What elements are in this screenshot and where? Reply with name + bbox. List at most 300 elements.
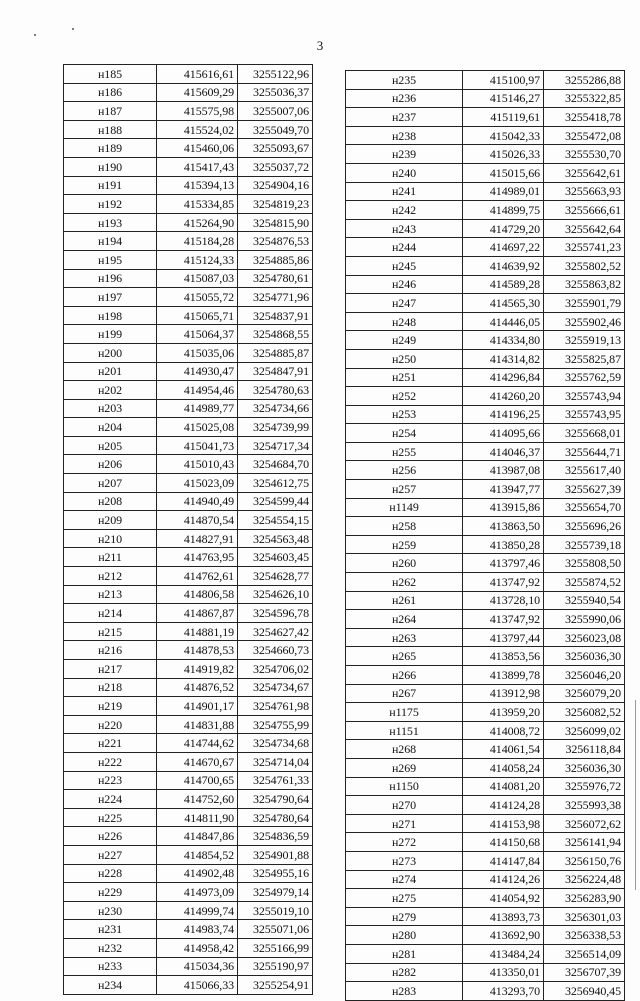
y-coordinate-cell: 3255990,06 [544,610,625,629]
point-id-cell: н254 [346,424,463,443]
x-coordinate-cell: 414697,22 [463,238,544,257]
point-id-cell: н194 [64,232,157,251]
point-id-cell: н275 [346,889,463,908]
x-coordinate-cell: 414124,26 [463,870,544,889]
point-id-cell: н268 [346,740,463,759]
y-coordinate-cell: 3256036,30 [544,758,625,777]
y-coordinate-cell: 3254626,10 [238,585,313,604]
y-coordinate-cell: 3254979,14 [238,883,313,902]
x-coordinate-cell: 414878,53 [157,641,238,660]
point-id-cell: н234 [64,976,157,995]
x-coordinate-cell: 413747,92 [463,573,544,592]
table-row [64,808,313,827]
scan-speck [34,34,36,36]
x-coordinate-cell: 414700,65 [157,771,238,790]
table-row [64,883,313,902]
y-coordinate-cell: 3254706,02 [238,660,313,679]
x-coordinate-cell: 413959,20 [463,703,544,722]
x-coordinate-cell: 414008,72 [463,721,544,740]
y-coordinate-cell: 3256082,52 [544,703,625,722]
table-row [64,920,313,939]
table-row [346,275,625,294]
point-id-cell: н233 [64,957,157,976]
x-coordinate-cell: 415575,98 [157,102,238,121]
table-row [64,845,313,864]
x-coordinate-cell: 414054,92 [463,889,544,908]
x-coordinate-cell: 415042,33 [463,126,544,145]
point-id-cell: н191 [64,176,157,195]
table-row [346,480,625,499]
point-id-cell: н269 [346,758,463,777]
y-coordinate-cell: 3254739,99 [238,418,313,437]
table-row [64,976,313,995]
table-row [346,219,625,238]
point-id-cell: н214 [64,604,157,623]
point-id-cell: н265 [346,647,463,666]
table-row [346,591,625,610]
table-row [346,610,625,629]
point-id-cell: н272 [346,833,463,852]
y-coordinate-cell: 3255668,01 [544,424,625,443]
x-coordinate-cell: 414902,48 [157,864,238,883]
table-row [64,455,313,474]
y-coordinate-cell: 3254790,64 [238,790,313,809]
x-coordinate-cell: 413797,46 [463,554,544,573]
x-coordinate-cell: 413893,73 [463,907,544,926]
x-coordinate-cell: 415417,43 [157,157,238,176]
y-coordinate-cell: 3255663,93 [544,182,625,201]
x-coordinate-cell: 414752,60 [157,790,238,809]
point-id-cell: н281 [346,944,463,963]
coordinates-table-left [63,64,313,995]
table-row [346,814,625,833]
point-id-cell: н238 [346,126,463,145]
y-coordinate-cell: 3255743,94 [544,387,625,406]
y-coordinate-cell: 3254868,55 [238,325,313,344]
point-id-cell: н236 [346,89,463,108]
table-row [64,771,313,790]
point-id-cell: н188 [64,120,157,139]
table-row [64,139,313,158]
y-coordinate-cell: 3256301,03 [544,907,625,926]
y-coordinate-cell: 3255036,37 [238,83,313,102]
table-row [346,554,625,573]
point-id-cell: н1175 [346,703,463,722]
x-coordinate-cell: 414881,19 [157,622,238,641]
y-coordinate-cell: 3254955,16 [238,864,313,883]
point-id-cell: н258 [346,517,463,536]
table-row [346,387,625,406]
y-coordinate-cell: 3254628,77 [238,567,313,586]
y-coordinate-cell: 3254836,59 [238,827,313,846]
y-coordinate-cell: 3255049,70 [238,120,313,139]
y-coordinate-cell: 3254837,91 [238,306,313,325]
table-row [346,628,625,647]
point-id-cell: н280 [346,926,463,945]
x-coordinate-cell: 414989,77 [157,399,238,418]
point-id-cell: н240 [346,163,463,182]
point-id-cell: н279 [346,907,463,926]
point-id-cell: н282 [346,963,463,982]
table-row [346,963,625,982]
point-id-cell: н270 [346,796,463,815]
table-row [346,126,625,145]
table-row [64,436,313,455]
point-id-cell: н256 [346,461,463,480]
table-row [346,535,625,554]
x-coordinate-cell: 414989,01 [463,182,544,201]
table-row [346,777,625,796]
table-row [64,790,313,809]
y-coordinate-cell: 3256036,30 [544,647,625,666]
point-id-cell: н210 [64,529,157,548]
table-row [64,492,313,511]
table-row [64,697,313,716]
table-row [64,399,313,418]
table-row [64,827,313,846]
point-id-cell: н187 [64,102,157,121]
table-row [64,864,313,883]
x-coordinate-cell: 414670,67 [157,752,238,771]
x-coordinate-cell: 414847,86 [157,827,238,846]
point-id-cell: н205 [64,436,157,455]
point-id-cell: н207 [64,474,157,493]
x-coordinate-cell: 414973,09 [157,883,238,902]
y-coordinate-cell: 3256224,48 [544,870,625,889]
point-id-cell: н193 [64,213,157,232]
y-coordinate-cell: 3254554,15 [238,511,313,530]
point-id-cell: н1151 [346,721,463,740]
point-id-cell: н213 [64,585,157,604]
x-coordinate-cell: 413692,90 [463,926,544,945]
y-coordinate-cell: 3256707,39 [544,963,625,982]
table-row [346,256,625,275]
table-row [346,405,625,424]
x-coordinate-cell: 413728,10 [463,591,544,610]
x-coordinate-cell: 415015,66 [463,163,544,182]
point-id-cell: н241 [346,182,463,201]
y-coordinate-cell: 3255902,46 [544,312,625,331]
x-coordinate-cell: 414899,75 [463,201,544,220]
x-coordinate-cell: 414954,46 [157,381,238,400]
point-id-cell: н209 [64,511,157,530]
y-coordinate-cell: 3254771,96 [238,288,313,307]
y-coordinate-cell: 3254904,16 [238,176,313,195]
table-row [64,102,313,121]
x-coordinate-cell: 413987,08 [463,461,544,480]
y-coordinate-cell: 3255666,61 [544,201,625,220]
point-id-cell: н261 [346,591,463,610]
y-coordinate-cell: 3254819,23 [238,195,313,214]
table-row [346,349,625,368]
x-coordinate-cell: 414153,98 [463,814,544,833]
table-row [346,907,625,926]
y-coordinate-cell: 3254684,70 [238,455,313,474]
table-row [346,238,625,257]
x-coordinate-cell: 414999,74 [157,901,238,920]
y-coordinate-cell: 3255093,67 [238,139,313,158]
x-coordinate-cell: 414827,91 [157,529,238,548]
table-row [64,306,313,325]
point-id-cell: н228 [64,864,157,883]
table-row [346,424,625,443]
table-row [64,418,313,437]
x-coordinate-cell: 414958,42 [157,938,238,957]
x-coordinate-cell: 414260,20 [463,387,544,406]
y-coordinate-cell: 3255863,82 [544,275,625,294]
table-row [64,548,313,567]
y-coordinate-cell: 3256046,20 [544,666,625,685]
x-coordinate-cell: 414589,28 [463,275,544,294]
point-id-cell: н202 [64,381,157,400]
table-row [346,740,625,759]
y-coordinate-cell: 3254596,78 [238,604,313,623]
y-coordinate-cell: 3254717,34 [238,436,313,455]
x-coordinate-cell: 414763,95 [157,548,238,567]
y-coordinate-cell: 3254734,68 [238,734,313,753]
x-coordinate-cell: 414744,62 [157,734,238,753]
table-row [64,65,313,84]
point-id-cell: н197 [64,288,157,307]
point-id-cell: н208 [64,492,157,511]
y-coordinate-cell: 3255037,72 [238,157,313,176]
point-id-cell: н212 [64,567,157,586]
point-id-cell: н189 [64,139,157,158]
x-coordinate-cell: 414901,17 [157,697,238,716]
y-coordinate-cell: 3255322,85 [544,89,625,108]
table-row [346,312,625,331]
point-id-cell: н250 [346,349,463,368]
y-coordinate-cell: 3254761,33 [238,771,313,790]
table-row [64,511,313,530]
point-id-cell: н204 [64,418,157,437]
y-coordinate-cell: 3254660,73 [238,641,313,660]
table-row [346,944,625,963]
y-coordinate-cell: 3254563,48 [238,529,313,548]
y-coordinate-cell: 3254780,63 [238,381,313,400]
y-coordinate-cell: 3254901,88 [238,845,313,864]
point-id-cell: н257 [346,480,463,499]
y-coordinate-cell: 3254755,99 [238,715,313,734]
x-coordinate-cell: 414196,25 [463,405,544,424]
point-id-cell: н252 [346,387,463,406]
point-id-cell: н274 [346,870,463,889]
table-row [346,517,625,536]
x-coordinate-cell: 414940,49 [157,492,238,511]
y-coordinate-cell: 3255019,10 [238,901,313,920]
point-id-cell: н185 [64,65,157,84]
point-id-cell: н200 [64,343,157,362]
y-coordinate-cell: 3254761,98 [238,697,313,716]
y-coordinate-cell: 3255739,18 [544,535,625,554]
x-coordinate-cell: 414061,54 [463,740,544,759]
y-coordinate-cell: 3254627,42 [238,622,313,641]
x-coordinate-cell: 414930,47 [157,362,238,381]
table-row [346,833,625,852]
table-row [346,982,625,1001]
y-coordinate-cell: 3254885,87 [238,343,313,362]
table-row [346,796,625,815]
x-coordinate-cell: 415064,37 [157,325,238,344]
x-coordinate-cell: 415100,97 [463,71,544,90]
table-row [64,343,313,362]
x-coordinate-cell: 413747,92 [463,610,544,629]
table-row [64,213,313,232]
table-row [64,660,313,679]
y-coordinate-cell: 3255122,96 [238,65,313,84]
x-coordinate-cell: 414806,58 [157,585,238,604]
y-coordinate-cell: 3255007,06 [238,102,313,121]
y-coordinate-cell: 3255696,26 [544,517,625,536]
point-id-cell: н253 [346,405,463,424]
table-row [64,474,313,493]
point-id-cell: н219 [64,697,157,716]
point-id-cell: н267 [346,684,463,703]
x-coordinate-cell: 414729,20 [463,219,544,238]
x-coordinate-cell: 414639,92 [463,256,544,275]
x-coordinate-cell: 415035,06 [157,343,238,362]
x-coordinate-cell: 415087,03 [157,269,238,288]
table-row [64,250,313,269]
point-id-cell: н262 [346,573,463,592]
y-coordinate-cell: 3255901,79 [544,294,625,313]
point-id-cell: н195 [64,250,157,269]
y-coordinate-cell: 3255418,78 [544,108,625,127]
x-coordinate-cell: 415616,61 [157,65,238,84]
table-row [346,666,625,685]
coordinates-table-right [345,70,625,1001]
table-row [64,120,313,139]
x-coordinate-cell: 413850,28 [463,535,544,554]
table-row [64,901,313,920]
table-row [346,498,625,517]
y-coordinate-cell: 3255654,70 [544,498,625,517]
point-id-cell: н255 [346,442,463,461]
y-coordinate-cell: 3255802,52 [544,256,625,275]
x-coordinate-cell: 413899,78 [463,666,544,685]
x-coordinate-cell: 413947,77 [463,480,544,499]
y-coordinate-cell: 3254714,04 [238,752,313,771]
x-coordinate-cell: 414095,66 [463,424,544,443]
y-coordinate-cell: 3255993,38 [544,796,625,815]
table-row [346,870,625,889]
point-id-cell: н192 [64,195,157,214]
y-coordinate-cell: 3255071,06 [238,920,313,939]
y-coordinate-cell: 3254603,45 [238,548,313,567]
x-coordinate-cell: 415010,43 [157,455,238,474]
x-coordinate-cell: 414081,20 [463,777,544,796]
point-id-cell: н244 [346,238,463,257]
x-coordinate-cell: 414314,82 [463,349,544,368]
point-id-cell: н245 [346,256,463,275]
table-row [346,201,625,220]
y-coordinate-cell: 3254780,64 [238,808,313,827]
table-row [64,604,313,623]
y-coordinate-cell: 3256099,02 [544,721,625,740]
scan-speck [72,28,74,30]
y-coordinate-cell: 3254780,61 [238,269,313,288]
y-coordinate-cell: 3255472,08 [544,126,625,145]
point-id-cell: н232 [64,938,157,957]
x-coordinate-cell: 413863,50 [463,517,544,536]
table-row [346,108,625,127]
table-row [64,269,313,288]
point-id-cell: н248 [346,312,463,331]
x-coordinate-cell: 413915,86 [463,498,544,517]
x-coordinate-cell: 415334,85 [157,195,238,214]
y-coordinate-cell: 3256118,84 [544,740,625,759]
y-coordinate-cell: 3255166,99 [238,938,313,957]
table-row [346,889,625,908]
table-row [346,851,625,870]
y-coordinate-cell: 3254847,91 [238,362,313,381]
y-coordinate-cell: 3255642,64 [544,219,625,238]
table-row [346,926,625,945]
table-row [64,381,313,400]
y-coordinate-cell: 3255627,39 [544,480,625,499]
x-coordinate-cell: 414854,52 [157,845,238,864]
y-coordinate-cell: 3255874,52 [544,573,625,592]
table-row [64,567,313,586]
y-coordinate-cell: 3256283,90 [544,889,625,908]
point-id-cell: н246 [346,275,463,294]
x-coordinate-cell: 415124,33 [157,250,238,269]
point-id-cell: н206 [64,455,157,474]
y-coordinate-cell: 3255617,40 [544,461,625,480]
y-coordinate-cell: 3255644,71 [544,442,625,461]
point-id-cell: н271 [346,814,463,833]
point-id-cell: н216 [64,641,157,660]
x-coordinate-cell: 413853,56 [463,647,544,666]
point-id-cell: н218 [64,678,157,697]
point-id-cell: н226 [64,827,157,846]
y-coordinate-cell: 3256072,62 [544,814,625,833]
point-id-cell: н247 [346,294,463,313]
x-coordinate-cell: 415264,90 [157,213,238,232]
point-id-cell: н243 [346,219,463,238]
point-id-cell: н211 [64,548,157,567]
point-id-cell: н199 [64,325,157,344]
point-id-cell: н190 [64,157,157,176]
table-row [64,752,313,771]
point-id-cell: н235 [346,71,463,90]
y-coordinate-cell: 3255940,54 [544,591,625,610]
x-coordinate-cell: 414446,05 [463,312,544,331]
point-id-cell: н260 [346,554,463,573]
table-row [346,758,625,777]
y-coordinate-cell: 3255642,61 [544,163,625,182]
point-id-cell: н283 [346,982,463,1001]
table-row [346,461,625,480]
x-coordinate-cell: 413484,24 [463,944,544,963]
point-id-cell: н249 [346,331,463,350]
table-row [64,362,313,381]
x-coordinate-cell: 414124,28 [463,796,544,815]
table-row [346,368,625,387]
y-coordinate-cell: 3256141,94 [544,833,625,852]
point-id-cell: н230 [64,901,157,920]
table-row [64,83,313,102]
point-id-cell: н224 [64,790,157,809]
y-coordinate-cell: 3254885,86 [238,250,313,269]
x-coordinate-cell: 415609,29 [157,83,238,102]
y-coordinate-cell: 3255825,87 [544,349,625,368]
x-coordinate-cell: 415146,27 [463,89,544,108]
table-row [64,585,313,604]
x-coordinate-cell: 415023,09 [157,474,238,493]
point-id-cell: н203 [64,399,157,418]
x-coordinate-cell: 414919,82 [157,660,238,679]
